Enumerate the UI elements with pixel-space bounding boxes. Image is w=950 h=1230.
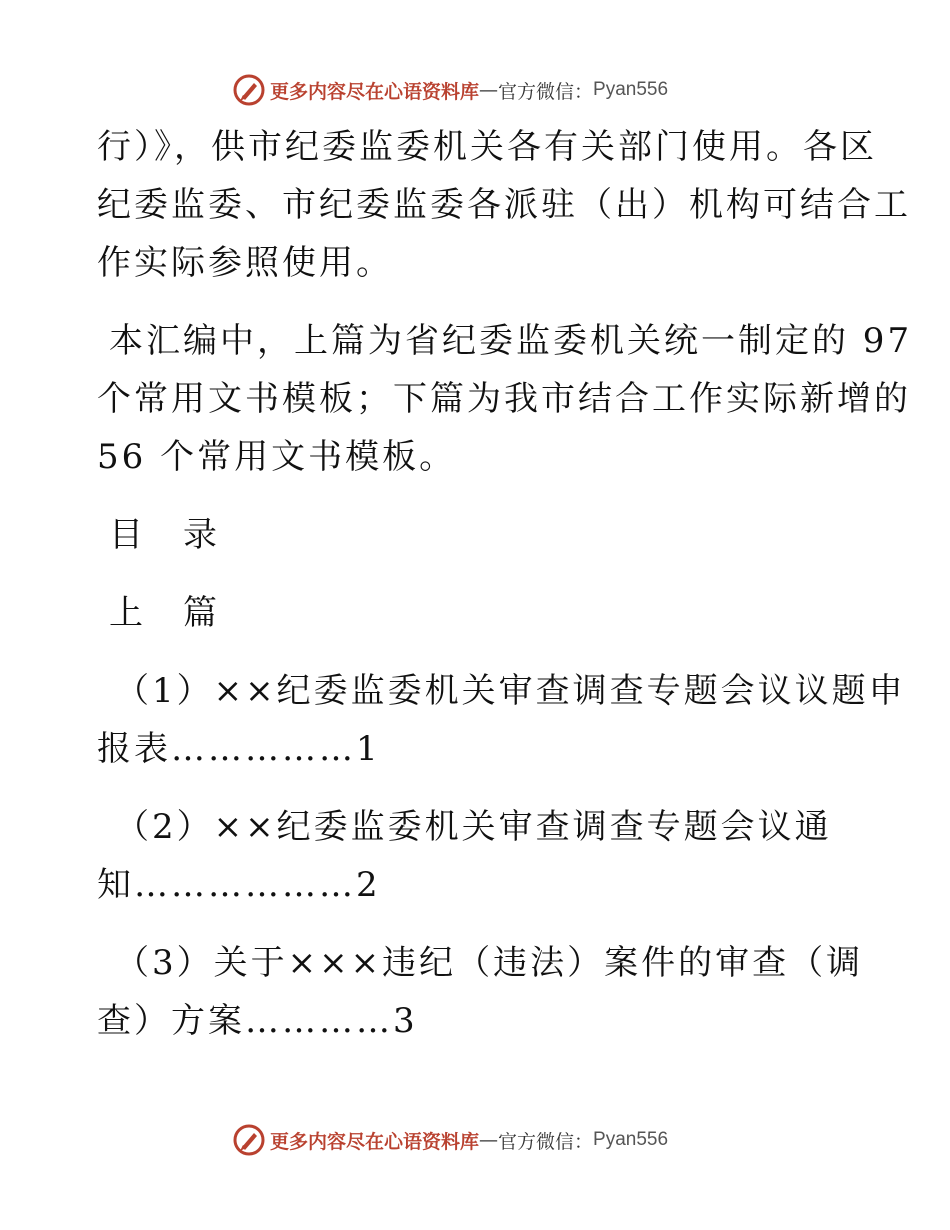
toc-entry-line: 查）方案…………3 [97,1001,418,1041]
toc-entry-line: （1）××纪委监委机关审查调查专题会议议题申 [115,671,906,711]
paragraph-line: 个常用文书模板；下篇为我市结合工作实际新增的 [97,379,911,419]
watermark-dash: — [479,79,499,101]
watermark-text: 更多内容尽在心语资料库 [270,1130,480,1153]
watermark-dash: — [479,1129,499,1151]
footer-watermark [232,1122,668,1158]
paragraph-line: 本汇编中，上篇为省纪委监委机关统一制定的 97 [109,321,913,361]
paragraph-line: 56 个常用文书模板。 [97,437,457,477]
pen-logo-icon [232,73,266,107]
paragraph-line: 行）》，供市纪委监委机关各有关部门使用。各区 [97,127,877,167]
section-title: 上 篇 [109,593,220,633]
paragraph-line: 纪委监委、市纪委监委各派驻（出）机构可结合工 [97,185,911,225]
toc-title: 目 录 [109,515,220,555]
watermark-id: Pyan556 [593,1129,669,1150]
toc-entry-line: （3）关于×××违纪（违法）案件的审查（调 [115,943,864,983]
paragraph-line: 作实际参照使用。 [97,243,393,283]
watermark-label: 官方微信： [498,80,594,103]
document-body [97,118,913,1050]
watermark-id: Pyan556 [593,79,669,100]
toc-entry-line: （2）××纪委监委机关审查调查专题会议通 [115,807,832,847]
toc-entry-line: 报表……………1 [97,729,381,769]
toc-entry-line: 知………………2 [97,865,381,905]
header-watermark [232,72,668,108]
toc-entry[interactable] [97,934,864,1050]
watermark-label: 官方微信： [498,1130,594,1153]
toc-entry[interactable] [97,662,906,778]
watermark-text: 更多内容尽在心语资料库 [270,80,480,103]
toc-entry[interactable] [97,798,857,914]
pen-logo-icon [232,1123,266,1157]
